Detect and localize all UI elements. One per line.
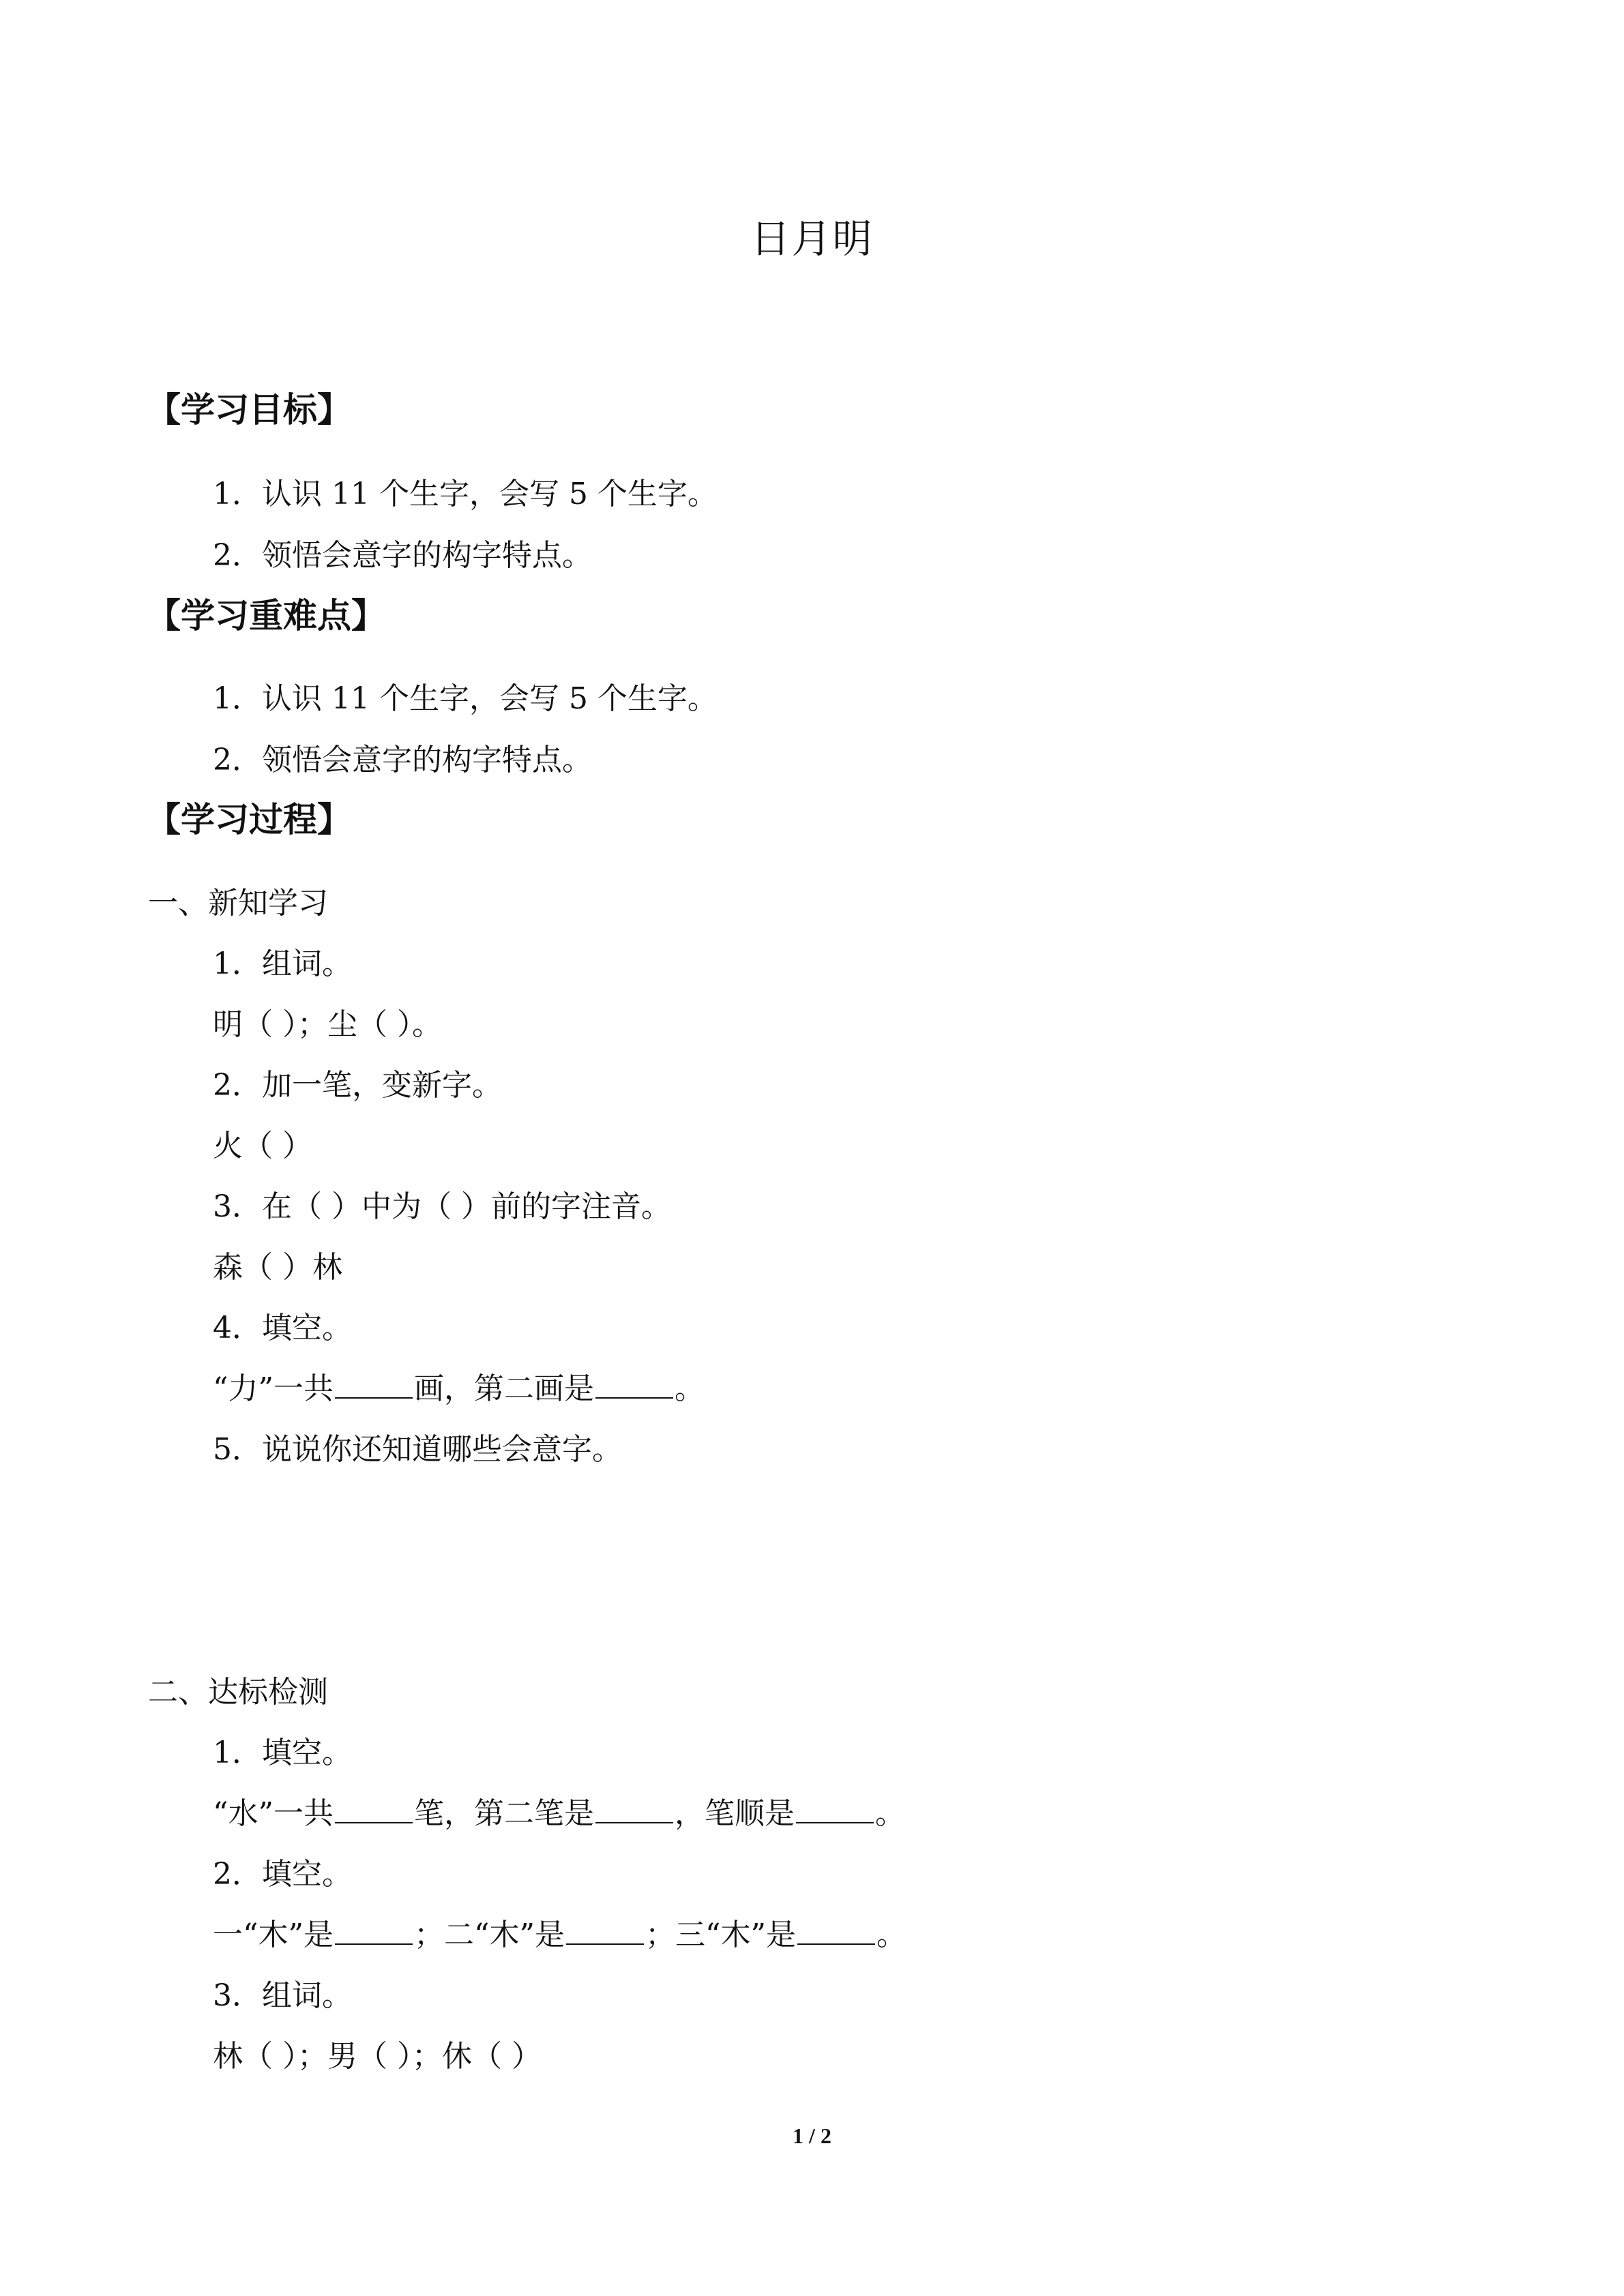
part1-question-1: 1．组词。 bbox=[213, 946, 352, 981]
part1-question-3: 3．在（ ）中为（ ）前的字注音。 bbox=[213, 1189, 671, 1224]
answer-blank[interactable] bbox=[796, 1795, 874, 1823]
answer-blank[interactable] bbox=[797, 1916, 875, 1945]
fill-text: 。 bbox=[876, 1918, 906, 1952]
fill-text: 。 bbox=[875, 1796, 905, 1831]
page-title: 日月明 bbox=[750, 215, 874, 262]
page-number: 1 / 2 bbox=[793, 2123, 831, 2148]
part1-question-5: 5．说说你还知道哪些会意字。 bbox=[213, 1432, 622, 1467]
answer-blank[interactable] bbox=[335, 1916, 413, 1945]
part2-question-2-body bbox=[213, 1915, 906, 1956]
key-point-item-1: 1．认识 11 个生字，会写 5 个生字。 bbox=[213, 681, 718, 716]
part2-question-1: 1．填空。 bbox=[213, 1735, 352, 1770]
part2-heading: 二、达标检测 bbox=[148, 1675, 328, 1710]
goal-item-1: 1．认识 11 个生字，会写 5 个生字。 bbox=[213, 477, 718, 511]
fill-text: 。 bbox=[675, 1371, 705, 1406]
fill-text: ；三“木”是 bbox=[645, 1918, 796, 1952]
goal-item-2: 2．领悟会意字的构字特点。 bbox=[213, 538, 592, 573]
answer-blank[interactable] bbox=[595, 1370, 673, 1399]
part1-question-2-body: 火（ ） bbox=[213, 1129, 312, 1163]
part1-question-3-body: 森（ ）林 bbox=[213, 1250, 342, 1285]
answer-blank[interactable] bbox=[566, 1916, 644, 1945]
fill-text: “力”一共 bbox=[213, 1371, 334, 1406]
fill-text: ，笔顺是 bbox=[675, 1796, 795, 1831]
answer-blank[interactable] bbox=[335, 1370, 413, 1399]
part2-question-2: 2．填空。 bbox=[213, 1857, 352, 1892]
section-heading-goals: 【学习目标】 bbox=[147, 390, 351, 430]
part2-question-3-body: 林（ ）；男（ ）；休（ ） bbox=[213, 2039, 542, 2074]
key-point-item-2: 2．领悟会意字的构字特点。 bbox=[213, 743, 592, 777]
part1-heading: 一、新知学习 bbox=[148, 886, 328, 921]
part1-question-4-body bbox=[213, 1369, 705, 1410]
fill-text: ；二“木”是 bbox=[414, 1918, 565, 1952]
section-heading-process: 【学习过程】 bbox=[147, 800, 351, 839]
part1-question-2: 2．加一笔，变新字。 bbox=[213, 1068, 502, 1103]
answer-blank[interactable] bbox=[595, 1795, 673, 1823]
fill-text: “水”一共 bbox=[213, 1796, 334, 1831]
section-heading-key-points: 【学习重难点】 bbox=[147, 596, 385, 636]
part2-question-3: 3．组词。 bbox=[213, 1978, 352, 2013]
fill-text: 一“木”是 bbox=[213, 1918, 334, 1952]
part1-question-1-body: 明（ ）；尘（ ）。 bbox=[213, 1007, 442, 1042]
fill-text: 画，第二画是 bbox=[414, 1371, 594, 1406]
part1-question-4: 4．填空。 bbox=[213, 1311, 352, 1345]
answer-blank[interactable] bbox=[335, 1795, 413, 1823]
fill-text: 笔，第二笔是 bbox=[414, 1796, 594, 1831]
part2-question-1-body bbox=[213, 1793, 905, 1834]
